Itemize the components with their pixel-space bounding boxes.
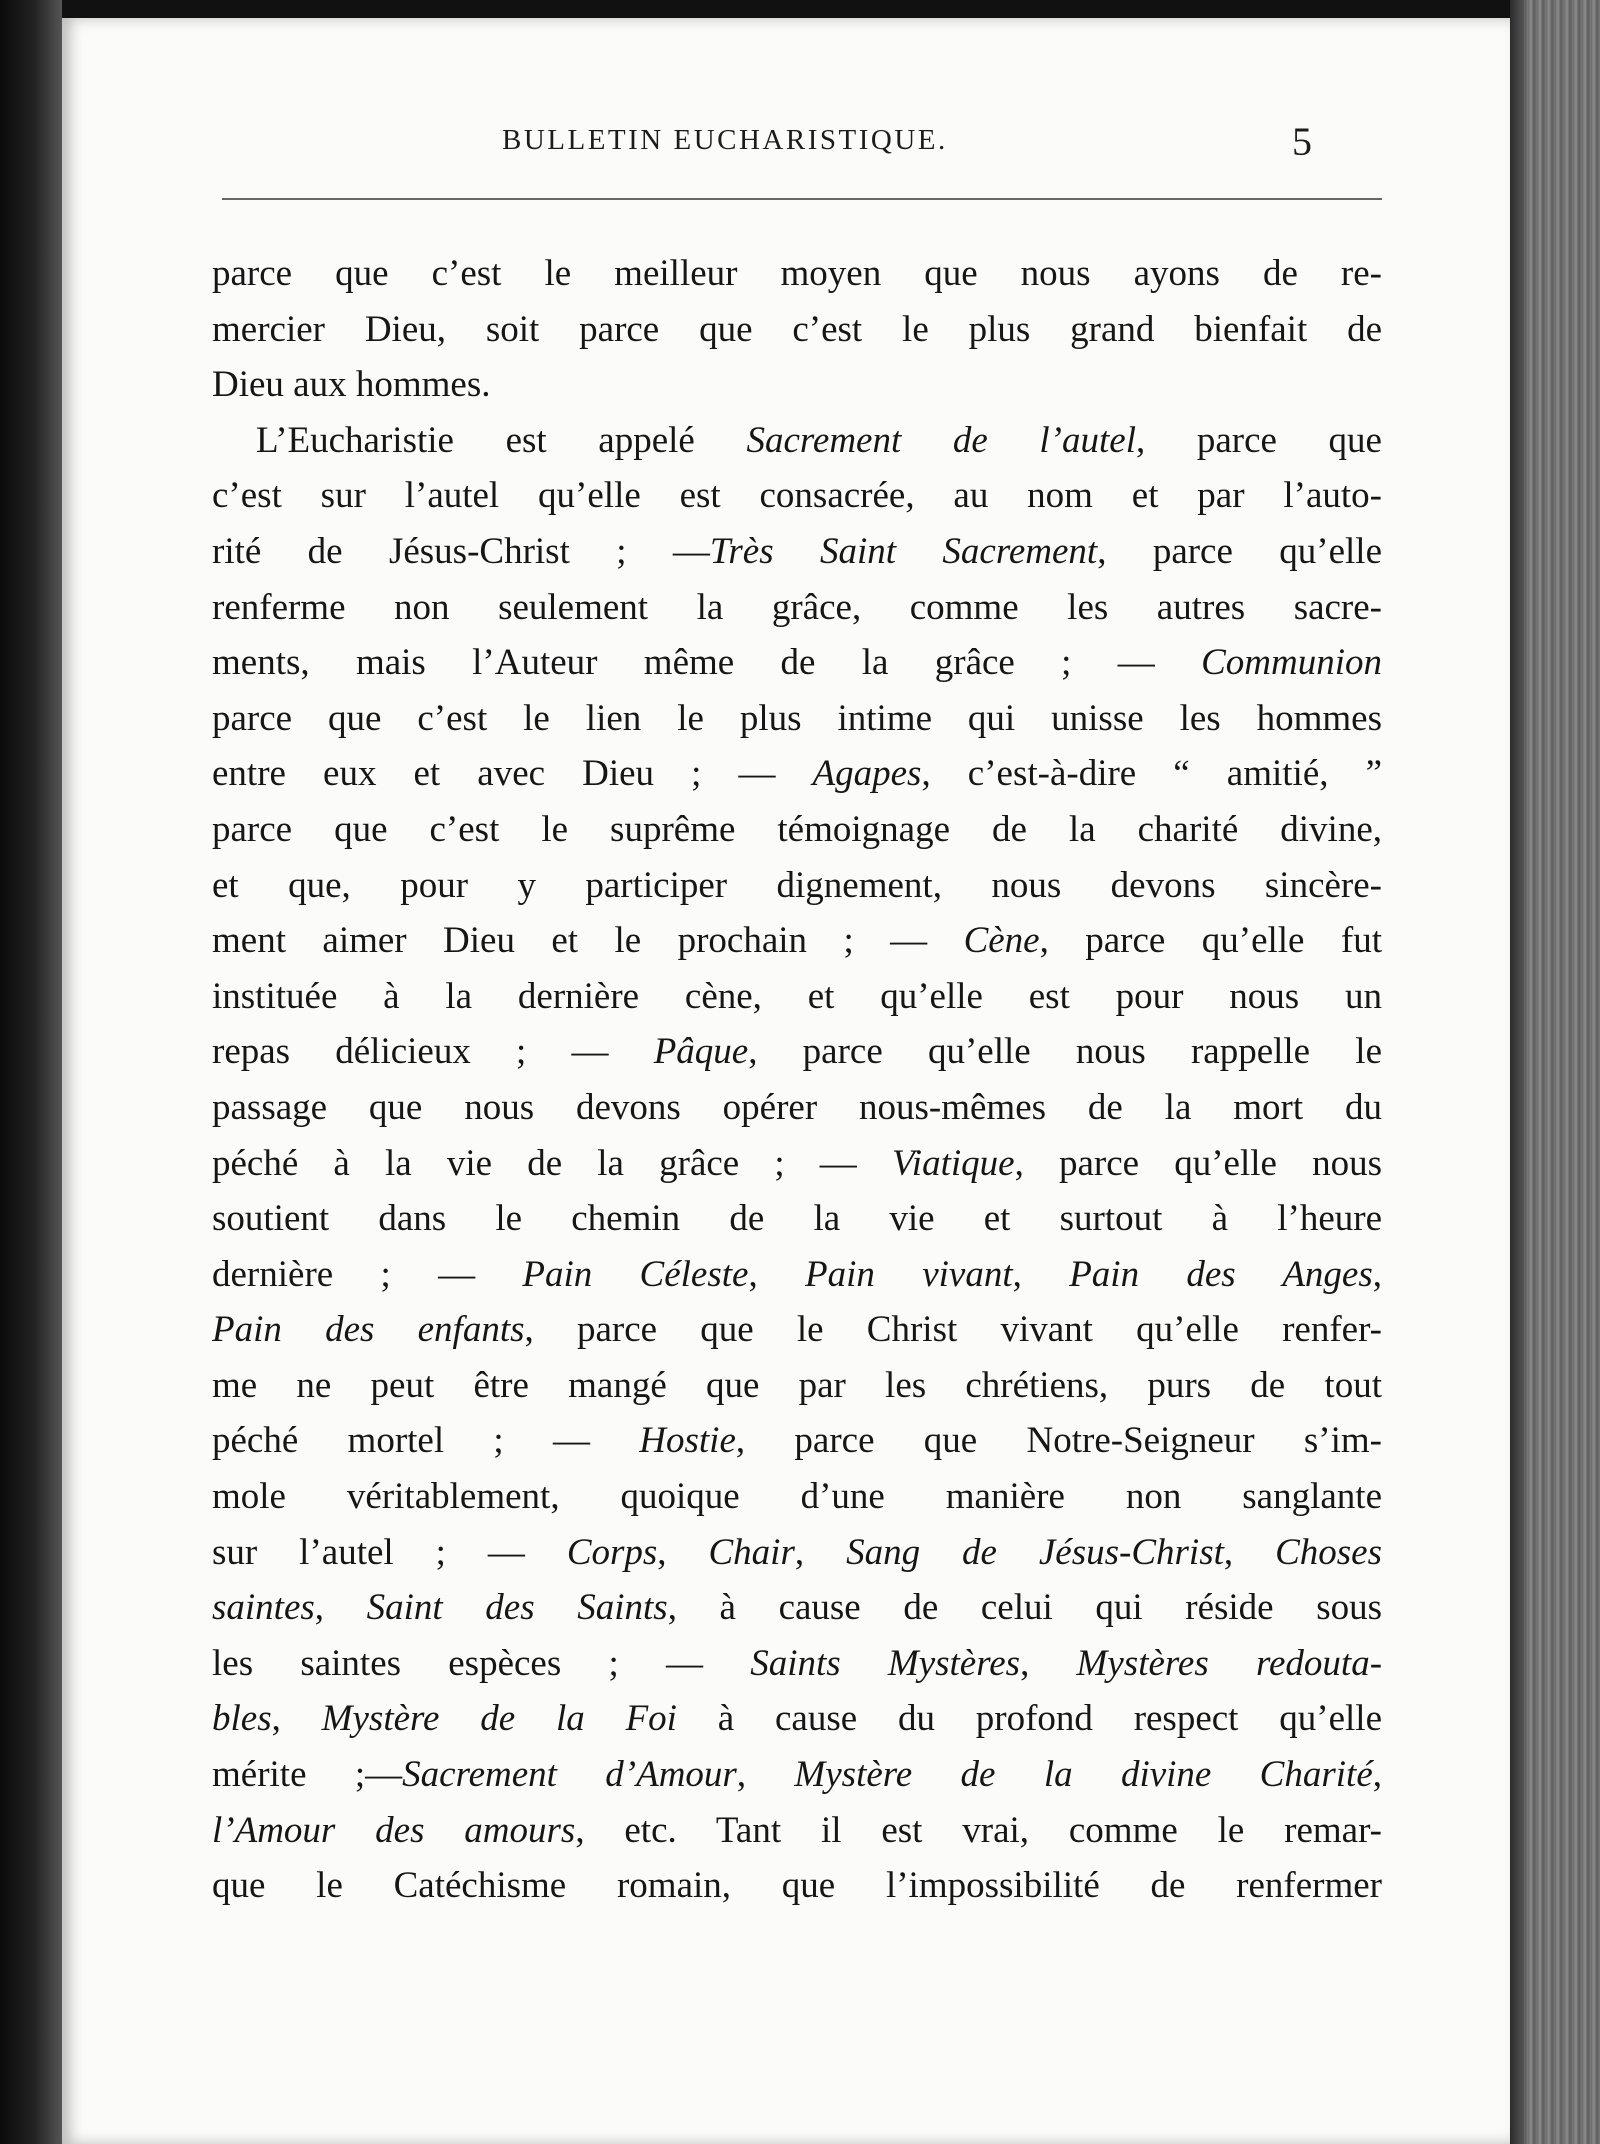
italic-term: l’Amour des amours — [212, 1809, 576, 1851]
text-run: , — [1020, 1642, 1077, 1684]
text-run: c’est sur l’autel qu’elle est consacrée, au nom et par l’auto- — [212, 475, 1382, 517]
italic-term: Mystère de la Foi — [321, 1698, 677, 1740]
page-header — [62, 119, 1510, 184]
text-run: L’Eucharistie est appelé — [256, 419, 747, 461]
text-run: que le Catéchisme romain, que l’impossibilité de renfermer — [212, 1865, 1382, 1907]
italic-term: Choses — [1275, 1531, 1382, 1573]
text-run: , parce que — [1135, 419, 1382, 461]
text-run: , c’est-à-dire “ amitié, ” — [921, 753, 1382, 795]
italic-term: Agapes — [812, 753, 922, 795]
text-line — [212, 1636, 1382, 1692]
text-run: entre eux et avec Dieu ; — — [212, 753, 813, 795]
text-line — [212, 1858, 1382, 1914]
italic-term: Pâque — [653, 1031, 749, 1073]
text-line — [212, 1247, 1382, 1303]
text-run: , — [314, 1587, 367, 1629]
text-line — [212, 746, 1382, 802]
text-run: à cause du profond respect qu’elle — [676, 1698, 1382, 1740]
text-run: instituée à la dernière cène, et qu’elle est pour nous un — [212, 975, 1382, 1017]
text-run: soutient dans le chemin de la vie et surtout à l’heure — [212, 1198, 1382, 1240]
text-line — [212, 969, 1382, 1025]
text-line — [212, 913, 1382, 969]
italic-term: Pain vivant — [805, 1253, 1013, 1295]
page-number: 5 — [1292, 119, 1312, 164]
text-line — [212, 1080, 1382, 1136]
text-run: , — [271, 1698, 322, 1740]
text-run: , — [1372, 1253, 1382, 1295]
text-line — [212, 1580, 1382, 1636]
italic-term: Cène — [963, 920, 1040, 962]
text-run: , etc. Tant il est vrai, comme le remar- — [575, 1809, 1382, 1851]
text-run: parce que c’est le meilleur moyen que nous ayons de re- — [212, 253, 1382, 294]
text-run: péché mortel ; — — [212, 1420, 640, 1462]
text-run: me ne peut être mangé que par les chrétiens, purs de tout — [212, 1364, 1382, 1406]
italic-term: Communion — [1201, 642, 1382, 684]
italic-term: saintes — [212, 1587, 315, 1629]
italic-term: Très Saint Sacrement — [709, 530, 1098, 572]
running-title: BULLETIN EUCHARISTIQUE. — [502, 124, 948, 156]
text-run: parce que c’est le suprême témoignage de la charité divine, — [212, 808, 1382, 850]
text-run: sur l’autel ; — — [212, 1531, 567, 1573]
body-text — [212, 246, 1382, 1914]
italic-term: Pain des Anges — [1069, 1253, 1373, 1295]
text-run: ment aimer Dieu et le prochain ; — — [212, 920, 964, 962]
text-run: , parce qu’elle fut — [1039, 920, 1382, 962]
text-line — [212, 468, 1382, 524]
text-line — [212, 858, 1382, 914]
book-right-edge — [1510, 0, 1600, 2144]
text-line — [212, 524, 1382, 580]
text-line — [212, 635, 1382, 691]
text-line — [212, 691, 1382, 747]
text-run: , — [657, 1531, 709, 1573]
text-run: dernière ; — — [212, 1253, 523, 1295]
text-line — [212, 1525, 1382, 1581]
italic-term: Pain des enfants — [212, 1309, 525, 1351]
text-run: , parce qu’elle nous rappelle le — [748, 1031, 1382, 1073]
text-line — [212, 1747, 1382, 1803]
italic-term: bles — [212, 1698, 272, 1740]
italic-term: Hostie — [639, 1420, 736, 1462]
text-run: , parce qu’elle — [1097, 530, 1382, 572]
text-line — [212, 357, 1382, 413]
italic-term: Sacrement d’Amour — [402, 1754, 737, 1796]
text-run: , — [736, 1754, 795, 1796]
italic-term: Sang de Jésus-Christ — [846, 1531, 1224, 1573]
text-run: passage que nous devons opérer nous-mêmes de la mort du — [212, 1086, 1382, 1128]
text-run: parce que c’est le lien le plus intime qui unisse les hommes — [212, 697, 1382, 739]
text-line — [212, 1413, 1382, 1469]
text-run: , parce que Notre-Seigneur s’im- — [735, 1420, 1382, 1462]
text-run: , — [794, 1531, 847, 1573]
italic-term: Pain Céleste — [522, 1253, 749, 1295]
text-run: , — [1223, 1531, 1276, 1573]
text-run: péché à la vie de la grâce ; — — [212, 1142, 892, 1184]
italic-term: Viatique — [891, 1142, 1015, 1184]
text-run: mercier Dieu, soit parce que c’est le plus grand bienfait de — [212, 308, 1382, 350]
text-line — [212, 802, 1382, 858]
italic-term: Chair — [708, 1531, 795, 1573]
text-line — [212, 413, 1382, 469]
text-line — [212, 302, 1382, 358]
text-run: mérite ;— — [212, 1754, 403, 1796]
text-run: mole véritablement, quoique d’une manière non sanglante — [212, 1476, 1382, 1518]
text-line — [212, 1803, 1382, 1859]
text-line — [212, 1191, 1382, 1247]
text-line — [212, 1358, 1382, 1414]
text-line — [212, 580, 1382, 636]
text-run: , — [1372, 1754, 1382, 1796]
italic-term: Corps — [566, 1531, 658, 1573]
text-line — [212, 1469, 1382, 1525]
text-line — [212, 1136, 1382, 1192]
text-line — [212, 246, 1382, 302]
text-run: Dieu aux hommes. — [212, 364, 491, 406]
italic-term: Saint des Saints — [366, 1587, 668, 1629]
italic-term: Mystère de la divine Charité — [794, 1754, 1373, 1796]
text-line — [212, 1691, 1382, 1747]
text-run: , parce que le Christ vivant qu’elle renfer- — [524, 1309, 1382, 1351]
italic-term: Sacrement de l’autel — [746, 419, 1136, 461]
text-line — [212, 1024, 1382, 1080]
text-run: ments, mais l’Auteur même de la grâce ; — — [212, 642, 1202, 684]
text-run: et que, pour y participer dignement, nous devons sincère- — [212, 864, 1382, 906]
text-run: renferme non seulement la grâce, comme les autres sacre- — [212, 586, 1382, 628]
book-left-edge — [0, 0, 62, 2144]
italic-term: Mystères redouta- — [1076, 1642, 1382, 1684]
text-run: , parce qu’elle nous — [1014, 1142, 1382, 1184]
italic-term: Saints Mystères — [750, 1642, 1021, 1684]
text-run: , à cause de celui qui réside sous — [667, 1587, 1382, 1629]
text-run: , — [748, 1253, 806, 1295]
text-run: rité de Jésus-Christ ; — — [212, 530, 710, 572]
text-run: les saintes espèces ; — — [212, 1642, 751, 1684]
book-page — [62, 18, 1510, 2144]
text-run: repas délicieux ; — — [212, 1031, 654, 1073]
text-line — [212, 1302, 1382, 1358]
header-rule — [222, 198, 1382, 200]
text-run: , — [1012, 1253, 1070, 1295]
